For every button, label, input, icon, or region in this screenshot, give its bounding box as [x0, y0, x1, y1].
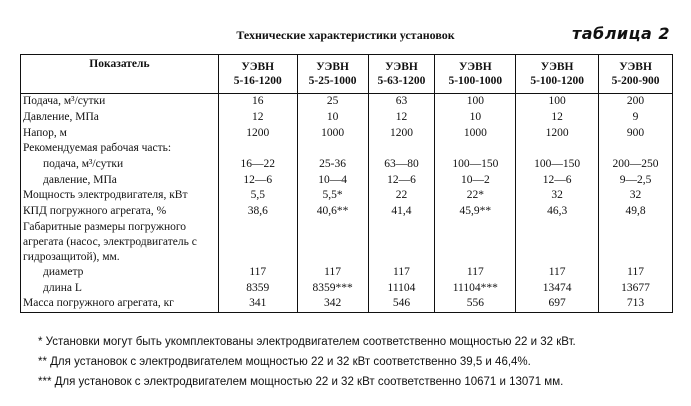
table-cell	[297, 141, 368, 157]
row-label: давление, МПа	[21, 172, 219, 188]
table-cell: 1200	[368, 125, 435, 141]
header-row	[21, 55, 673, 94]
table-row	[21, 110, 673, 126]
table-cell: 5,5*	[297, 188, 368, 204]
table-row	[21, 265, 673, 281]
table-cell: 40,6**	[297, 204, 368, 220]
table-cell	[516, 220, 599, 265]
header-line: 5-63-1200	[377, 75, 426, 87]
table-cell: 32	[599, 188, 673, 204]
row-label: подача, м³/сутки	[21, 157, 219, 173]
table-cell: 46,3	[516, 204, 599, 220]
table-cell: 1000	[297, 125, 368, 141]
header-line: 5-16-1200	[233, 75, 282, 87]
table-cell: 100	[516, 94, 599, 110]
table-cell: 1000	[435, 125, 516, 141]
table-cell: 13474	[516, 280, 599, 296]
table-cell: 8359	[218, 280, 297, 296]
table-cell: 713	[599, 296, 673, 312]
header-line: УЭВН	[385, 61, 418, 73]
table-cell: 45,9**	[435, 204, 516, 220]
table-cell: 16	[218, 94, 297, 110]
table-cell: 10	[435, 110, 516, 126]
header-line: УЭВН	[241, 61, 275, 73]
table-cell: 200—250	[599, 157, 673, 173]
table-cell: 38,6	[218, 204, 297, 220]
row-label: Давление, МПа	[21, 110, 219, 126]
header-line: УЭВН	[540, 61, 574, 73]
table-cell: 12	[368, 110, 435, 126]
table-row	[21, 204, 673, 220]
table-cell	[516, 141, 599, 157]
table-cell: 117	[435, 265, 516, 281]
table-row	[21, 296, 673, 312]
table-label: таблица 2	[571, 24, 670, 43]
footnote-1: * Установки могут быть укомплектованы электродвигателем соответственно мощностью 22 и 32 кВт.	[38, 336, 576, 348]
footnote-3: *** Для установок с электродвигателем мощностью 22 и 32 кВт соответственно 10671 и 13071 мм.	[38, 376, 564, 388]
table-cell	[368, 220, 435, 265]
header-line: УЭВН	[619, 61, 652, 73]
table-cell: 546	[368, 296, 435, 312]
row-label: Напор, м	[21, 125, 219, 141]
table-body	[21, 94, 673, 313]
header-line: УЭВН	[316, 61, 349, 73]
table-cell	[218, 141, 297, 157]
table-cell: 117	[368, 265, 435, 281]
table-cell: 11104	[368, 280, 435, 296]
table-cell: 117	[599, 265, 673, 281]
header-line: УЭВН	[458, 61, 492, 73]
table-cell: 16—22	[218, 157, 297, 173]
table-row	[21, 157, 673, 173]
row-label: Мощность электродвигателя, кВт	[21, 188, 219, 204]
table-cell: 10—2	[435, 172, 516, 188]
table-cell: 63	[368, 94, 435, 110]
header-model	[218, 55, 297, 94]
table-cell: 556	[435, 296, 516, 312]
header-model	[368, 55, 435, 94]
table-cell: 12—6	[516, 172, 599, 188]
row-label: длина L	[21, 280, 219, 296]
table-row	[21, 125, 673, 141]
table-cell	[599, 220, 673, 265]
table-cell: 13677	[599, 280, 673, 296]
row-label: диаметр	[21, 265, 219, 281]
table-cell: 1200	[516, 125, 599, 141]
row-label: Габаритные размеры погружного агрегата (насос, электродвигатель с гидрозащитой), мм.	[21, 220, 219, 265]
table-cell: 200	[599, 94, 673, 110]
table-row	[21, 188, 673, 204]
header-line: 5-25-1000	[308, 75, 357, 87]
table-cell: 1200	[218, 125, 297, 141]
table-cell: 10	[297, 110, 368, 126]
table-cell: 22*	[435, 188, 516, 204]
table-cell: 22	[368, 188, 435, 204]
table-cell: 25-36	[297, 157, 368, 173]
table-cell: 32	[516, 188, 599, 204]
specifications-table	[20, 54, 673, 313]
document-title: Технические характеристики установок	[236, 28, 455, 42]
table-cell: 100	[435, 94, 516, 110]
row-label: Масса погружного агрегата, кг	[21, 296, 219, 312]
table-row	[21, 172, 673, 188]
table-cell	[297, 220, 368, 265]
table-cell: 10—4	[297, 172, 368, 188]
header-model	[516, 55, 599, 94]
table-cell: 49,8	[599, 204, 673, 220]
table-cell	[368, 141, 435, 157]
header-model	[599, 55, 673, 94]
table-row	[21, 220, 673, 265]
table-cell: 697	[516, 296, 599, 312]
header-line: Показатель	[89, 58, 150, 70]
table-cell: 12	[218, 110, 297, 126]
header-model	[297, 55, 368, 94]
header-model	[435, 55, 516, 94]
table-cell: 9—2,5	[599, 172, 673, 188]
table-cell: 12—6	[368, 172, 435, 188]
table-cell: 25	[297, 94, 368, 110]
table-cell: 341	[218, 296, 297, 312]
table-cell: 100—150	[516, 157, 599, 173]
header-line: 5-100-1200	[530, 75, 584, 87]
table-cell: 41,4	[368, 204, 435, 220]
table-row	[21, 280, 673, 296]
table-cell: 900	[599, 125, 673, 141]
row-label: КПД погружного агрегата, %	[21, 204, 219, 220]
table-cell: 11104***	[435, 280, 516, 296]
table-cell: 9	[599, 110, 673, 126]
table-cell	[435, 141, 516, 157]
table-cell	[218, 220, 297, 265]
table-cell: 12	[516, 110, 599, 126]
header-parameter	[21, 55, 219, 94]
header-line: 5-200-900	[611, 75, 660, 87]
table-cell: 12—6	[218, 172, 297, 188]
table-cell: 342	[297, 296, 368, 312]
table-row	[21, 94, 673, 110]
table-cell: 100—150	[435, 157, 516, 173]
table-cell: 117	[297, 265, 368, 281]
table-cell: 5,5	[218, 188, 297, 204]
footnote-2: ** Для установок с электродвигателем мощностью 22 и 32 кВт соответственно 39,5 и 46,4%.	[38, 356, 531, 368]
row-label: Рекомендуемая рабочая часть:	[21, 141, 219, 157]
table-cell: 117	[218, 265, 297, 281]
table-cell	[599, 141, 673, 157]
row-label: Подача, м³/сутки	[21, 94, 219, 110]
table-cell: 117	[516, 265, 599, 281]
table-row	[21, 141, 673, 157]
table-cell: 63—80	[368, 157, 435, 173]
table-cell	[435, 220, 516, 265]
table-cell: 8359***	[297, 280, 368, 296]
header-line: 5-100-1000	[448, 75, 503, 87]
